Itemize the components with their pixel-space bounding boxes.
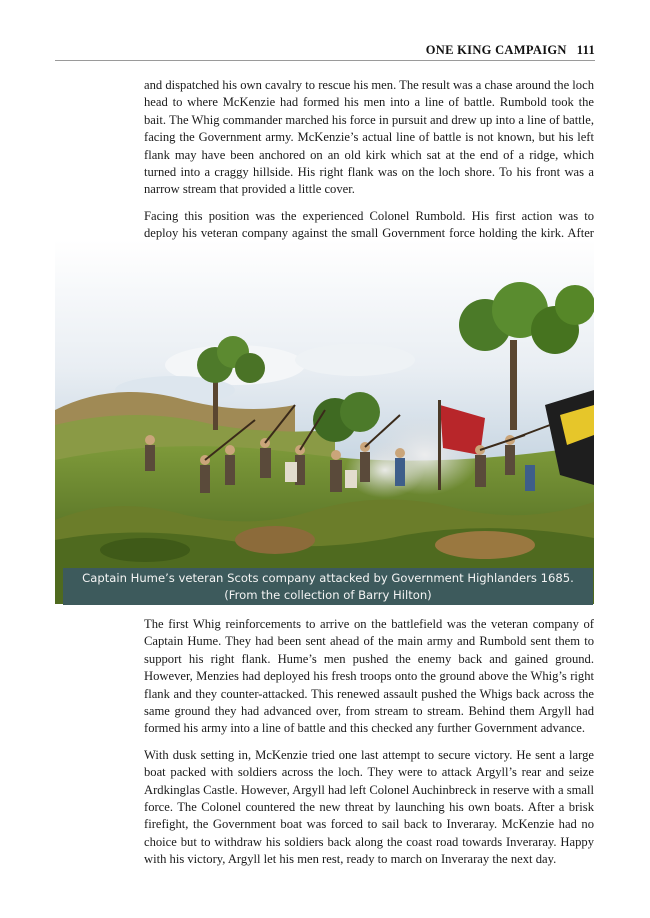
paragraph: The first Whig reinforcements to arrive on the battlefield was the veteran company of Captain Hume. They had been sent ahead of the main army and Rumbold sent them to support his right flank. Hume’s men pushed the enemy back and gained ground. However, Menzies had deployed his fresh troops onto the ground above the Whig’s right flank and they counter-attacked. This renewed assault pushed the Whigs back across the same ground they had advanced over, from stream to stream. Behind them Argyll had formed his army into a line of battle and this checked any further Government advance. — [144, 617, 594, 736]
figure-caption — [63, 568, 593, 605]
paragraph: and dispatched his own cavalry to rescue his men. The result was a chase around the loch head to where McKenzie had formed his men into a line of battle. Rumbold took the bait. The Whig commander marched his force in pursuit and drew up into a line of battle, facing the Government army. McKenzie’s actual line of battle is not known, but his left flank may have been anchored on an old kirk which sat at the end of a ridge, which turned into a craggy hillside. His right flank was on the loch shore. To his front was a narrow stream that provided a little cover. — [144, 78, 594, 197]
body-text-bottom — [144, 616, 594, 878]
page-number: 111 — [576, 43, 595, 57]
battle-photo — [55, 240, 594, 604]
running-head — [55, 36, 595, 61]
paragraph: With dusk setting in, McKenzie tried one last attempt to secure victory. He sent a large boat packed with soldiers across the loch. They were to attack Argyll’s rear and seize Ardkinglas Castle. However, Argyll had left Colonel Auchinbreck in reserve with a small force. The Colonel countered the new threat by launching his own boats. After a brisk firefight, the Government boat was forced to sail back to Inveraray. McKenzie had no choice but to withdraw his soldiers back along the coast road towards Inveraray. Happy with his victory, Argyll let his men rest, ready to march on Inveraray the next day. — [144, 747, 594, 867]
caption-text: Captain Hume’s veteran Scots company attacked by Government Highlanders 1685. (From the collection of Barry Hilton) — [82, 570, 574, 602]
running-head-title: ONE KING CAMPAIGN — [425, 43, 567, 57]
paragraph: Facing this position was the experienced Colonel Rumbold. His first action was to deploy his veteran company against the small Government force holding the kirk. After — [144, 208, 594, 241]
